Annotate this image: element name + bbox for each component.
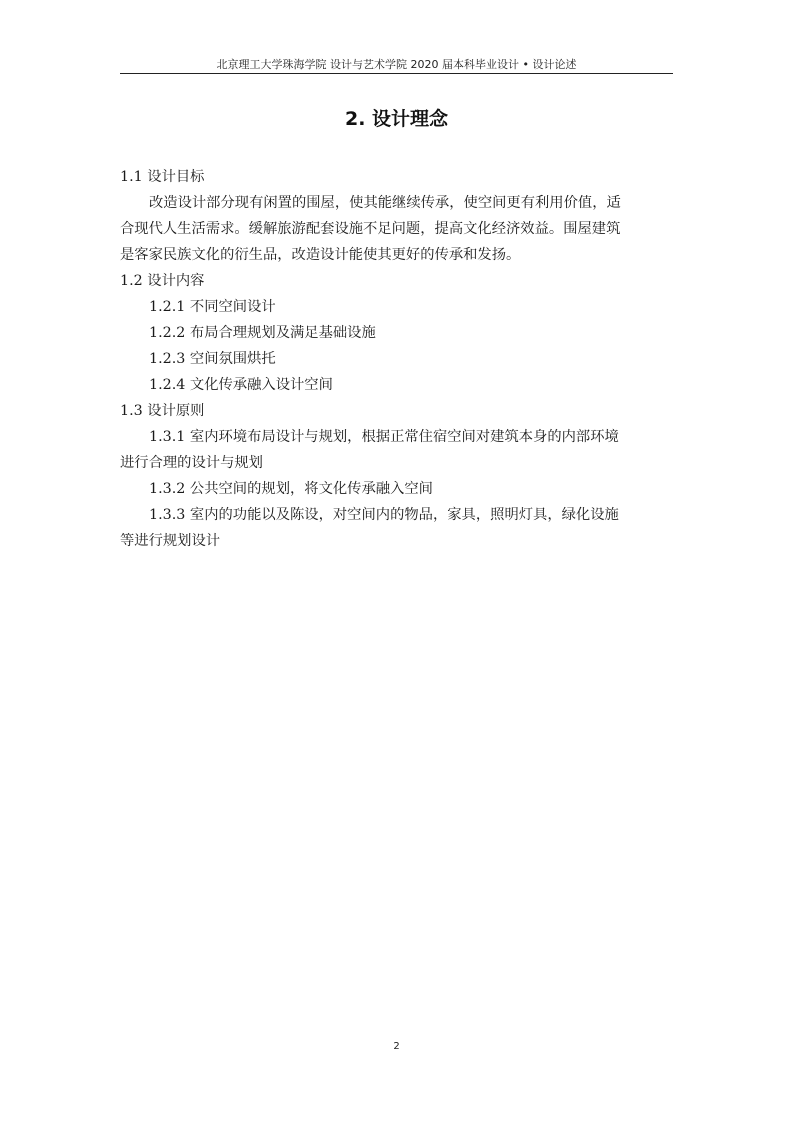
list-item: 1.2.1 不同空间设计	[149, 299, 276, 315]
heading-1-2: 1.2 设计内容	[120, 273, 205, 289]
page-number: 2	[393, 1041, 400, 1052]
document-body	[120, 164, 676, 554]
heading-1-3: 1.3 设计原则	[120, 403, 205, 419]
list-item: 1.2.4 文化传承融入设计空间	[149, 377, 333, 393]
list-item-continuation: 等进行规划设计	[120, 533, 221, 549]
header-divider	[120, 73, 673, 74]
heading-1-1: 1.1 设计目标	[120, 169, 205, 185]
list-item: 1.3.1 室内环境布局设计与规划，根据正常住宿空间对建筑本身的内部环境	[149, 429, 619, 445]
list-item: 1.3.2 公共空间的规划，将文化传承融入空间	[149, 481, 433, 497]
paragraph-line: 合现代人生活需求。缓解旅游配套设施不足问题，提高文化经济效益。围屋建筑	[120, 221, 621, 237]
paragraph-line: 是客家民族文化的衍生品，改造设计能使其更好的传承和发扬。	[120, 247, 521, 263]
list-item: 1.3.3 室内的功能以及陈设，对空间内的物品，家具，照明灯具，绿化设施	[149, 507, 619, 523]
list-item: 1.2.2 布局合理规划及满足基础设施	[149, 325, 376, 341]
list-item-continuation: 进行合理的设计与规划	[120, 455, 263, 471]
list-item: 1.2.3 空间氛围烘托	[149, 351, 276, 367]
section-title: 2. 设计理念	[344, 108, 449, 130]
running-header: 北京理工大学珠海学院 设计与艺术学院 2020 届本科毕业设计 • 设计论述	[216, 58, 577, 71]
paragraph-line: 改造设计部分现有闲置的围屋，使其能继续传承，使空间更有利用价值，适	[149, 195, 621, 211]
